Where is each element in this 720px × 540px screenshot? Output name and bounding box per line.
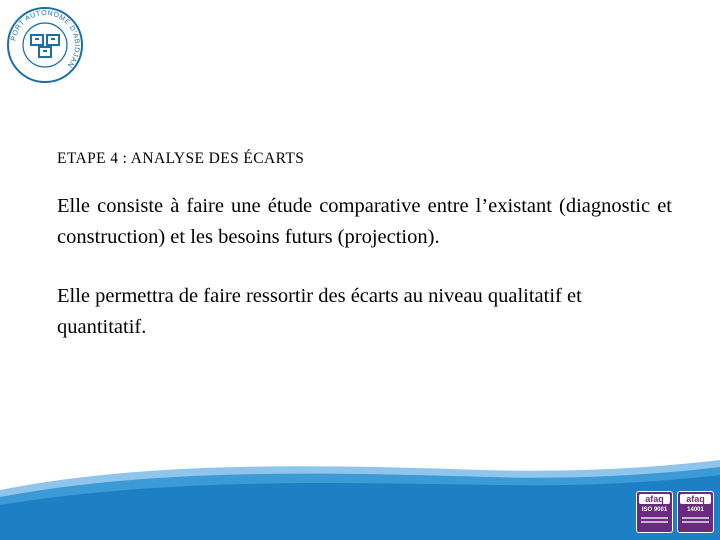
slide-heading: ETAPE 4 : ANALYSE DES ÉCARTS	[57, 150, 305, 167]
badge-brand: afaq	[639, 494, 670, 504]
badge-standard: ISO 9001	[641, 507, 668, 513]
badge-divider	[682, 517, 709, 519]
afaq-14001-badge	[677, 491, 714, 533]
badge-divider	[682, 521, 709, 523]
paragraph-comparison: Elle consiste à faire une étude comparative entre l’existant (diagnostic et construction) et les besoins futurs (projection).	[57, 195, 672, 248]
certification-badges	[636, 491, 714, 533]
footer-wave	[0, 455, 720, 540]
afaq-iso9001-badge	[636, 491, 673, 533]
badge-divider	[641, 521, 668, 523]
badge-divider	[641, 517, 668, 519]
port-logo	[5, 5, 85, 85]
paragraph-gaps: Elle permettra de faire ressortir des écarts au niveau qualitatif et quantitatif.	[57, 285, 582, 338]
badge-brand: afaq	[680, 494, 711, 504]
badge-standard: 14001	[687, 507, 704, 513]
logo-ring-text: PORT AUTONOME D'ABIDJAN	[10, 9, 81, 69]
